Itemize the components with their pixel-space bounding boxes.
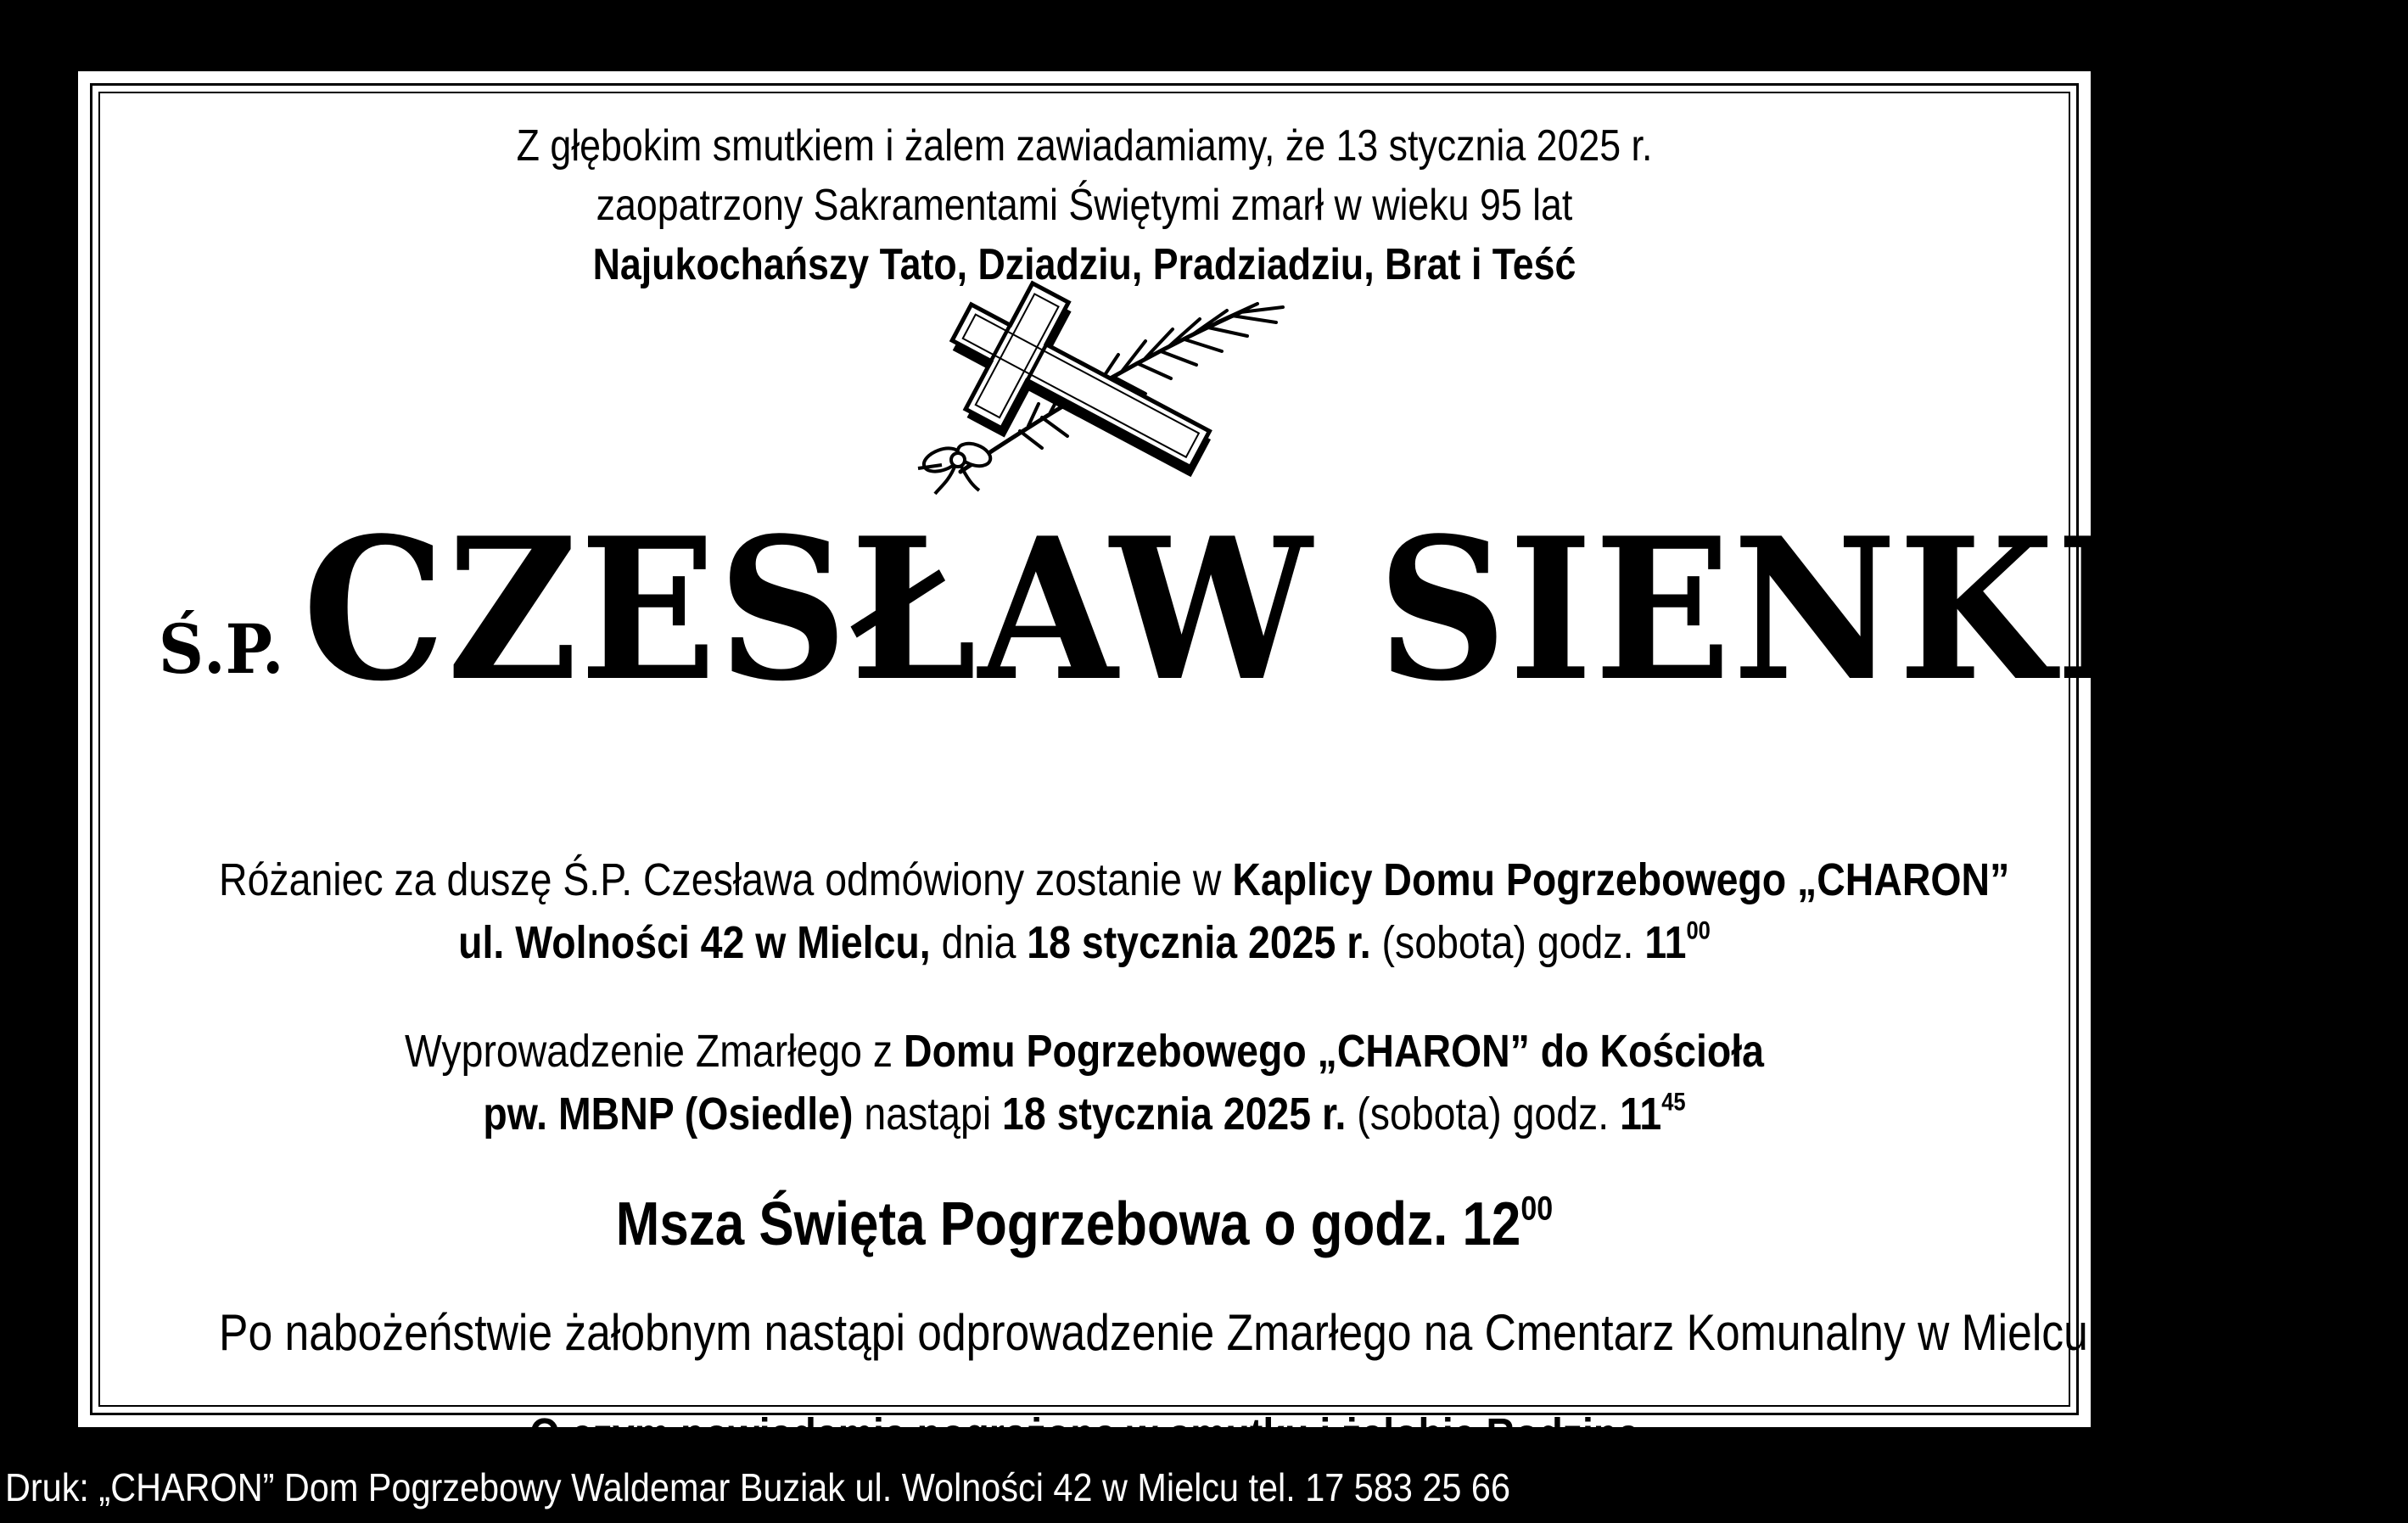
after-service-line: Po nabożeństwie żałobnym nastąpi odprowadzenie Zmarłego na Cmentarz Komunalny w Mielcu. — [219, 1304, 2101, 1361]
printer-footer: Druk: „CHARON” Dom Pogrzebowy Waldemar Buziak ul. Wolności 42 w Mielcu tel. 17 583 25 66 — [5, 1465, 1510, 1509]
rosary-day-label: dnia — [930, 917, 1028, 968]
procession-verb: nastąpi — [853, 1089, 1003, 1139]
deceased-name: CZESŁAW SIENKIEL — [302, 496, 2408, 725]
name-prefix: Ś.P. — [158, 609, 284, 689]
cross-palm-icon — [901, 294, 1300, 497]
rosary-hour: 11 — [1644, 917, 1687, 968]
ribbon-bow-icon — [918, 440, 994, 494]
procession-time-label: (sobota) godz. — [1346, 1089, 1621, 1139]
procession-hour: 11 — [1620, 1089, 1662, 1139]
deceased-name-row — [158, 496, 2408, 725]
cross-icon — [923, 262, 1236, 524]
rosary-address: ul. Wolności 42 w Mielcu, — [458, 917, 931, 968]
procession-text: Wyprowadzenie Zmarłego z — [404, 1026, 904, 1077]
rosary-time-label: (sobota) godz. — [1370, 917, 1645, 968]
rosary-line-1 — [219, 854, 2010, 906]
procession-line-1 — [219, 1025, 1950, 1078]
closing-line: O czym powiadamia pogrążona w smutku i żałobie Rodzina — [529, 1409, 1640, 1460]
procession-route: Domu Pogrzebowego „CHARON” do Kościoła — [904, 1026, 1765, 1077]
intro-line-1: Z głębokim smutkiem i żalem zawiadamiamy, że 13 stycznia 2025 r. — [516, 121, 1653, 171]
procession-minutes: 45 — [1661, 1088, 1686, 1117]
procession-line-2 — [219, 1088, 1950, 1140]
obituary-content — [78, 71, 2408, 1460]
rosary-text: Różaniec za duszę Ś.P. Czesława odmówiony zostanie w — [219, 854, 1233, 905]
rosary-date: 18 stycznia 2025 r. — [1027, 917, 1371, 968]
mass-minutes: 00 — [1520, 1190, 1554, 1228]
rosary-line-2 — [219, 916, 1950, 969]
mass-line — [219, 1190, 1950, 1259]
obituary-card — [78, 71, 2408, 1460]
procession-date: 18 stycznia 2025 r. — [1002, 1089, 1347, 1139]
rosary-minutes: 00 — [1686, 916, 1711, 945]
mass-text: Msza Święta Pogrzebowa o godz. — [615, 1190, 1463, 1258]
mass-hour: 12 — [1462, 1190, 1521, 1258]
rosary-place: Kaplicy Domu Pogrzebowego „CHARON” — [1232, 854, 2010, 905]
intro-line-2: zaopatrzony Sakramentami Świętymi zmarł w wieku 95 lat — [596, 181, 1573, 230]
intro-line-3: Najukochańszy Tato, Dziadziu, Pradziadziu, Brat i Teść — [592, 240, 1576, 289]
procession-church: pw. MBNP (Osiedle) — [483, 1089, 854, 1139]
